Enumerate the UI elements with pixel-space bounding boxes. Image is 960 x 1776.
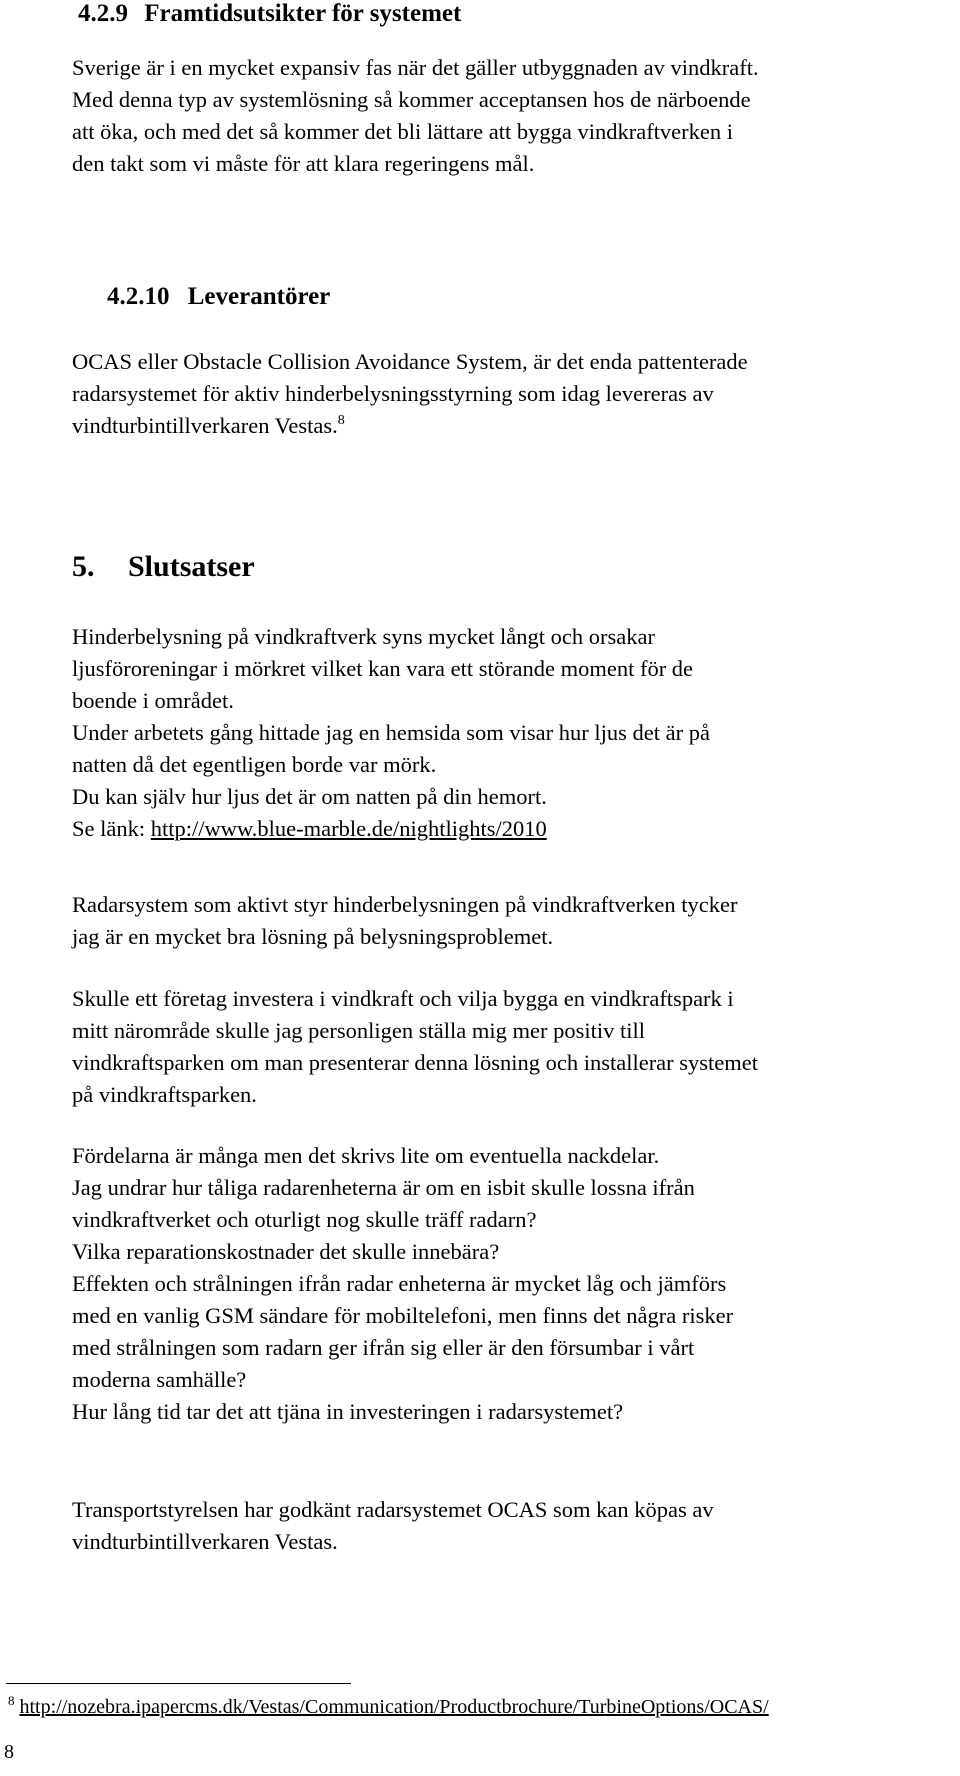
footnote-reference[interactable]: 8 <box>337 413 345 428</box>
text-line: med strålningen som radarn ger ifrån sig eller är den försumbar i vårt <box>72 1335 695 1360</box>
section-number: 4.2.10 <box>107 283 170 310</box>
text-line: Du kan själv hur ljus det är om natten på din hemort. <box>72 784 547 809</box>
section-title: Slutsatser <box>128 550 255 583</box>
text-line: boende i området. <box>72 688 234 713</box>
text-line: natten då det egentligen borde var mörk. <box>72 752 437 777</box>
footnote <box>8 1693 769 1719</box>
text-line: mitt närområde skulle jag personligen ställa mig mer positiv till <box>72 1018 646 1043</box>
text-line: Skulle ett företag investera i vindkraft och vilja bygga en vindkraftspark i <box>72 986 734 1011</box>
text-line: Fördelarna är många men det skrivs lite om eventuella nackdelar. <box>72 1143 660 1168</box>
footnote-divider <box>6 1683 351 1684</box>
text-line: radarsystemet för aktiv hinderbelysningsstyrning som idag levereras av <box>72 381 714 406</box>
text-line: Transportstyrelsen har godkänt radarsystemet OCAS som kan köpas av <box>72 1497 714 1522</box>
text-line: vindkraftsparken om man presenterar denna lösning och installerar systemet <box>72 1050 759 1075</box>
section-number: 4.2.9 <box>78 0 128 27</box>
text-line: jag är en mycket bra lösning på belysningsproblemet. <box>72 924 554 949</box>
text-line: Vilka reparationskostnader det skulle innebära? <box>72 1239 500 1264</box>
text-line: att öka, och med det så kommer det bli lättare att bygga vindkraftverken i <box>72 119 734 144</box>
nightlights-link[interactable]: http://www.blue-marble.de/nightlights/2010 <box>150 816 547 841</box>
text-line: OCAS eller Obstacle Collision Avoidance System, är det enda pattenterade <box>72 349 748 374</box>
paragraph-slutsatser-2 <box>72 889 952 953</box>
section-title: Framtidsutsikter för systemet <box>144 0 462 27</box>
paragraph-leverantorer <box>72 346 952 442</box>
page-number: 8 <box>4 1741 14 1763</box>
paragraph-slutsatser-5 <box>72 1494 952 1558</box>
paragraph-framtidsutsikter <box>72 52 952 180</box>
text-line: Under arbetets gång hittade jag en hemsida som visar hur ljus det är på <box>72 720 710 745</box>
text-line: Hinderbelysning på vindkraftverk syns mycket långt och orsakar <box>72 624 655 649</box>
text-line: med en vanlig GSM sändare för mobiltelefoni, men finns det några risker <box>72 1303 734 1328</box>
text-line: Jag undrar hur tåliga radarenheterna är om en isbit skulle lossna ifrån <box>72 1175 695 1200</box>
text-line <box>72 410 952 442</box>
text-fragment: vindturbintillverkaren Vestas. <box>72 413 338 438</box>
text-line: Radarsystem som aktivt styr hinderbelysningen på vindkraftverken tycker <box>72 892 738 917</box>
section-heading-4-2-9 <box>78 0 461 28</box>
text-line: på vindkraftsparken. <box>72 1082 257 1107</box>
footnote-marker: 8 <box>8 1693 15 1708</box>
section-number: 5. <box>72 550 95 583</box>
footnote-link[interactable]: http://nozebra.ipapercms.dk/Vestas/Communication/Productbrochure/TurbineOptions/OCAS/ <box>19 1696 769 1718</box>
text-line: Hur lång tid tar det att tjäna in investeringen i radarsystemet? <box>72 1399 624 1424</box>
link-prefix: Se länk: <box>72 816 151 841</box>
text-line: Effekten och strålningen ifrån radar enheterna är mycket låg och jämförs <box>72 1271 727 1296</box>
paragraph-slutsatser-1 <box>72 621 952 845</box>
text-line: ljusföroreningar i mörkret vilket kan vara ett störande moment för de <box>72 656 694 681</box>
text-line: vindkraftverket och oturligt nog skulle träff radarn? <box>72 1207 537 1232</box>
link-line <box>72 813 952 845</box>
text-line: Med denna typ av systemlösning så kommer acceptansen hos de närboende <box>72 87 751 112</box>
section-heading-5 <box>72 550 255 584</box>
text-line: moderna samhälle? <box>72 1367 247 1392</box>
section-title: Leverantörer <box>187 283 331 310</box>
paragraph-slutsatser-3 <box>72 983 952 1111</box>
text-line: vindturbintillverkaren Vestas. <box>72 1529 338 1554</box>
paragraph-slutsatser-4 <box>72 1140 952 1428</box>
text-line: den takt som vi måste för att klara regeringens mål. <box>72 151 535 176</box>
text-line: Sverige är i en mycket expansiv fas när det gäller utbyggnaden av vindkraft. <box>72 55 759 80</box>
section-heading-4-2-10 <box>107 283 330 311</box>
